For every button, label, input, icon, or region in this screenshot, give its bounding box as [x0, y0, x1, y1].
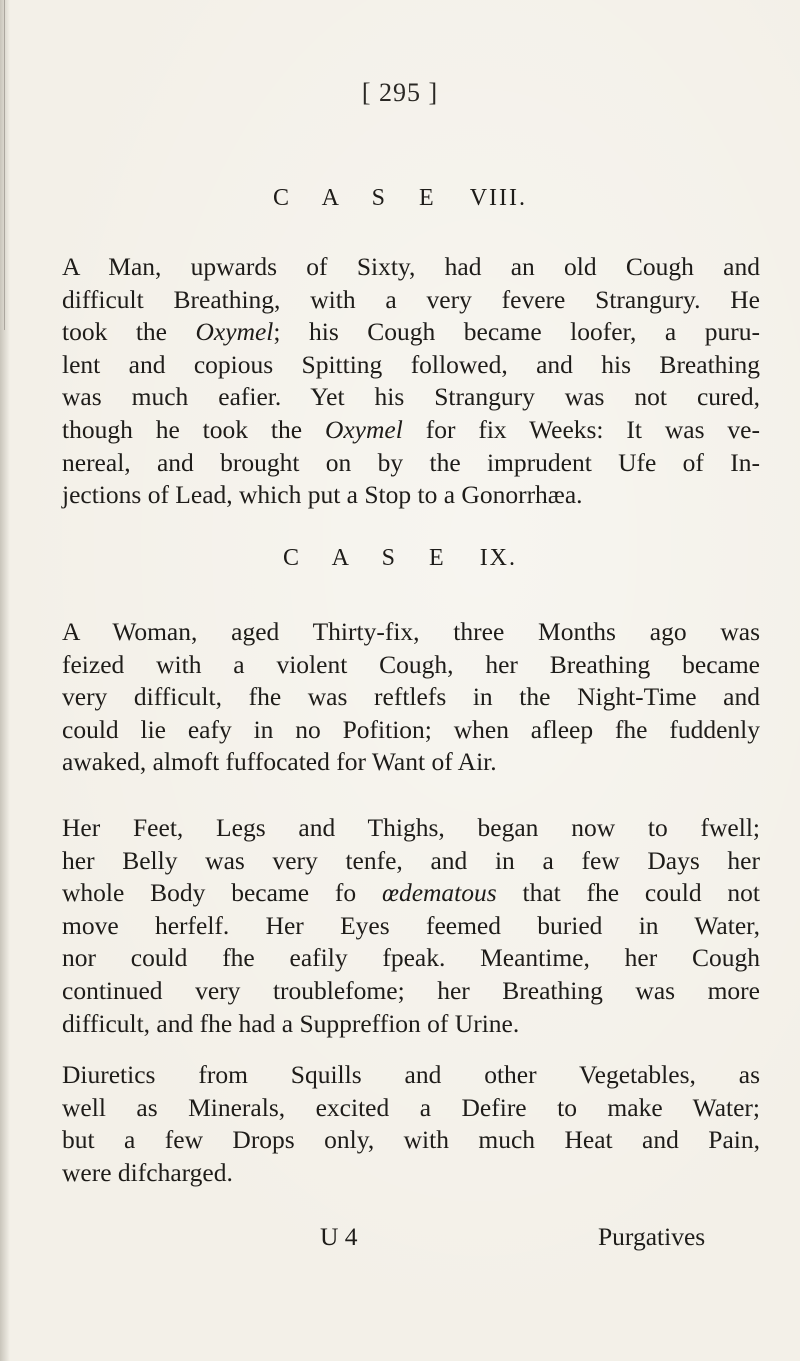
catchword: Purgatives	[598, 1222, 706, 1251]
text-line: Her Feet, Legs and Thighs, began now to fwell;	[62, 813, 760, 842]
case-9-paragraph-3	[48, 1059, 760, 1189]
case-numeral: VIII.	[469, 185, 527, 211]
page-edge-line	[4, 0, 5, 330]
case-9-heading	[0, 545, 800, 572]
italic-term: Oxymel	[324, 414, 403, 444]
text-line: were difcharged.	[62, 1157, 233, 1187]
text-line: was much eafier. Yet his Strangury was not cured,	[62, 382, 760, 412]
text-line: awaked, almoft fuffocated for Want of Air.	[62, 747, 497, 777]
text-line: difficult, and fhe had a Suppreffion of Urine.	[62, 1008, 520, 1038]
text-line: move herfelf. Her Eyes feemed buried in Water,	[62, 910, 760, 940]
case-8-heading	[0, 185, 800, 212]
text-line: nor could fhe eafily fpeak. Meantime, her Cough	[62, 943, 760, 973]
case-numeral: IX.	[479, 545, 518, 571]
text-line: jections of Lead, which put a Stop to a Gonorrhæa.	[62, 480, 583, 510]
text-line: Diuretics from Squills and other Vegetables, as	[62, 1060, 760, 1089]
text-line: very difficult, fhe was reftlefs in the Night-Time and	[62, 682, 760, 712]
text-line: feized with a violent Cough, her Breathing became	[62, 649, 760, 679]
case-8-paragraph	[48, 251, 760, 512]
text-line: A Woman, aged Thirty-fix, three Months ago was	[62, 617, 760, 646]
italic-term: Oxymel	[195, 317, 274, 347]
text-line: her Belly was very tenfe, and in a few Days her	[62, 845, 760, 875]
case-9-paragraph-2	[48, 812, 760, 1040]
case-9-paragraph-1	[48, 616, 760, 779]
text-line: difficult Breathing, with a very fevere Strangury. He	[62, 284, 760, 314]
text-line: A Man, upwards of Sixty, had an old Cough and	[62, 252, 760, 281]
text-line: nereal, and brought on by the imprudent Ufe of In-	[62, 447, 760, 477]
signature-mark: U 4	[320, 1222, 358, 1251]
text-line: continued very troublefome; her Breathing was more	[62, 975, 760, 1005]
page-number: [ 295 ]	[361, 78, 439, 107]
text-line: well as Minerals, excited a Defire to make Water;	[62, 1092, 760, 1122]
text-line: lent and copious Spitting followed, and his Breathing	[62, 349, 760, 379]
italic-term: œdematous	[381, 878, 497, 908]
text-line: took the Oxymel; his Cough became loofer, a puru-	[62, 317, 760, 347]
text-line: but a few Drops only, with much Heat and Pain,	[62, 1125, 760, 1155]
case-label: C A S E	[282, 545, 458, 571]
text-line: could lie eafy in no Pofition; when afleep fhe fuddenly	[62, 714, 760, 744]
text-line: though he took the Oxymel for fix Weeks: It was ve-	[62, 414, 760, 444]
text-line: whole Body became fo œdematous that fhe could not	[62, 878, 760, 908]
case-label: C A S E	[272, 185, 448, 211]
